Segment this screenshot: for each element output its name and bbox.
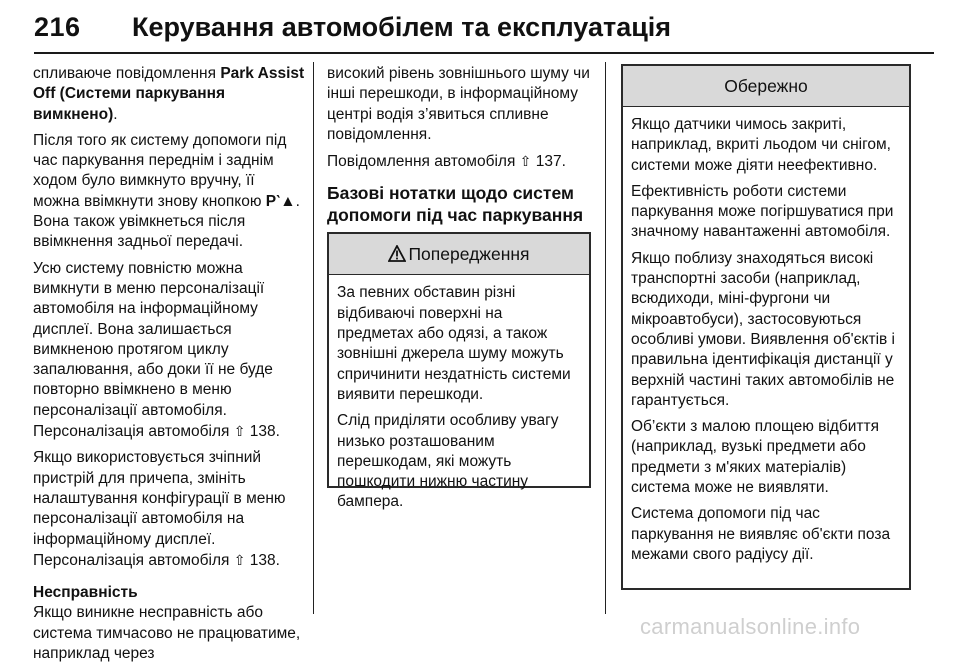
column-left bbox=[33, 64, 305, 670]
page-reference-link[interactable]: 138. bbox=[249, 423, 280, 441]
caution-paragraph-2: Ефективність роботи системи паркування може погіршуватися при значному навантаженні автомобіля. bbox=[631, 182, 894, 241]
caution-box bbox=[621, 64, 911, 590]
paragraph-fault-continued: високий рівень зовнішнього шуму чи інші перешкоди, в інформаційному центрі водія з’явиться спливне повідомлення. bbox=[327, 65, 590, 143]
page-reference-link[interactable]: 138. bbox=[249, 551, 280, 569]
parking-assist-button-icon: P‵▲ bbox=[265, 192, 296, 210]
page-reference-arrow-icon: ⇧ bbox=[233, 551, 246, 568]
column-right bbox=[621, 64, 911, 590]
caution-box-header: Обережно bbox=[623, 66, 909, 107]
column-divider-left bbox=[313, 62, 314, 614]
page-header bbox=[34, 4, 934, 54]
caution-paragraph-3: Якщо поблизу знаходяться високі транспортні засоби (наприклад, всюдиходи, міні-фургони чи мікроавтобуси), застосовуються особливі умови. Виявлення об'єктів і правильна ідентифікація дистанції у верхній частині таких автомобілів не гарантується. bbox=[631, 249, 895, 409]
section-heading-basic-notes: Базові нотатки щодо систем допомоги під час паркування bbox=[327, 183, 584, 226]
paragraph-vehicle-messages: Повідомлення автомобіля ⇧ 137. bbox=[327, 153, 566, 171]
warning-box-body bbox=[329, 275, 589, 522]
warning-triangle-icon bbox=[388, 245, 406, 262]
paragraph-popup-message: спливаюче повідомлення Park Assist Off (Системи паркування вимкнено). bbox=[33, 65, 305, 123]
page-title: Керування автомобілем та експлуатація bbox=[132, 12, 672, 42]
paragraph-towbar: Якщо використовується зчіпний пристрій для причепа, змініть налаштування конфігурації в меню персоналізації автомобіля на інформаційному дисплеї. Персоналізація автомобіля ⇧ 138. bbox=[33, 449, 286, 569]
warning-paragraph-1: За певних обставин різні відбиваючі поверхні на предметах або одязі, а також зовнішні джерела шуму можуть спричинити нездатність системи виявити перешкоди. bbox=[337, 284, 571, 403]
park-assist-off-message: Park Assist Off (Системи паркування вимкнено) bbox=[33, 65, 305, 123]
column-divider-right bbox=[605, 62, 606, 614]
warning-box-header bbox=[329, 234, 589, 275]
page-reference-arrow-icon: ⇧ bbox=[519, 153, 532, 170]
column-middle bbox=[327, 64, 592, 511]
watermark: carmanualsonline.info bbox=[640, 614, 861, 639]
fault-heading: Несправність bbox=[33, 584, 138, 602]
page-reference-arrow-icon: ⇧ bbox=[233, 423, 246, 440]
warning-box-title: Попередження bbox=[408, 244, 530, 265]
caution-paragraph-1: Якщо датчики чимось закриті, наприклад, вкриті льодом чи снігом, системи може діяти неефективно. bbox=[631, 116, 891, 174]
paragraph-disable-system: Усю систему повністю можна вимкнути в меню персоналізації автомобіля на інформаційному дисплеї. Вона залишається вимкненою протягом циклу запалювання, або доки її не буде повторно ввімкнено в меню персоналізації автомобіля. Персоналізація автомобіля ⇧ 138. bbox=[33, 259, 280, 441]
paragraph-manual-reenable: Після того як систему допомоги під час паркування переднім і заднім ходом було вимкнуто вручну, її можна ввімкнути знову кнопкою P‵▲. Вона також увімкнеться після ввімкнення задньої передачі. bbox=[33, 131, 300, 251]
warning-paragraph-2: Слід приділяти особливу увагу низько розташованим перешкодам, які можуть пошкодити нижню частину бампера. bbox=[337, 412, 559, 511]
paragraph-fault: Якщо виникне несправність або система тимчасово не працюватиме, наприклад через bbox=[33, 604, 301, 663]
warning-box bbox=[327, 232, 591, 511]
page-number: 216 bbox=[34, 12, 81, 42]
caution-paragraph-5: Система допомоги під час паркування не виявляє об'єкти поза межами свого радіусу дії. bbox=[631, 505, 891, 563]
page-reference-link[interactable]: 137. bbox=[535, 153, 566, 171]
caution-paragraph-4: Об’єкти з малою площею відбиття (наприклад, вузькі предмети або предмети з м'яких матеріалів) система може не виявляти. bbox=[631, 418, 879, 497]
caution-box-body bbox=[623, 107, 909, 575]
